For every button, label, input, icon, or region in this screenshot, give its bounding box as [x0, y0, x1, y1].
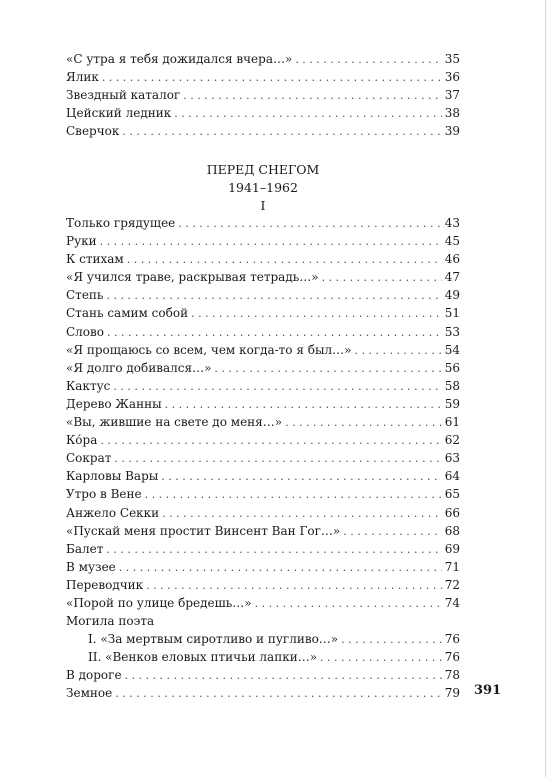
toc-entry-page: 62 — [444, 433, 460, 448]
toc-entry-title: Земное — [66, 686, 113, 701]
toc-dot-leader — [183, 87, 442, 105]
toc-dot-leader — [145, 486, 442, 504]
toc-entry-title: Ялик — [66, 70, 99, 85]
toc-entry-page: 64 — [444, 469, 460, 484]
toc-entry-page: 59 — [444, 396, 460, 411]
toc-entry-page: 35 — [444, 52, 460, 66]
toc-entry-page: 69 — [444, 541, 460, 556]
toc-entry-page: 36 — [444, 70, 460, 85]
toc-dot-leader — [214, 360, 441, 378]
toc-entry-title: «Я долго добивался…» — [66, 360, 212, 375]
toc-dot-leader — [127, 251, 442, 269]
toc-entry-page: 78 — [444, 668, 460, 683]
toc-entry-page: 76 — [444, 632, 460, 647]
toc-entry-title: В музее — [66, 559, 116, 574]
toc-entry-title: Дерево Жанны — [66, 396, 162, 411]
toc-entry — [66, 214, 460, 232]
toc-dot-leader — [106, 287, 441, 305]
toc-dot-leader — [178, 215, 441, 233]
toc-entry-title: Только грядущее — [66, 216, 176, 230]
toc-dot-leader — [162, 505, 442, 523]
toc-entry-page: 56 — [444, 360, 460, 375]
toc-entry-title: «С утра я тебя дожидался вчера…» — [66, 52, 293, 66]
toc-entry — [66, 630, 460, 648]
toc-entry-page: 47 — [444, 270, 460, 285]
toc-entry — [66, 576, 460, 594]
toc-entry — [66, 413, 460, 431]
toc-entry-page: 72 — [444, 577, 460, 592]
toc-entry — [66, 558, 460, 576]
toc-entry-title: Цейский ледник — [66, 106, 172, 121]
section-part-number: I — [260, 198, 266, 213]
toc-top-list — [66, 50, 460, 140]
toc-entry-page: 63 — [444, 451, 460, 466]
toc-entry-page: 66 — [444, 505, 460, 520]
page-number: 391 — [474, 683, 502, 698]
toc-entry-page: 53 — [444, 324, 460, 339]
toc-dot-leader — [106, 541, 441, 559]
toc-entry — [66, 50, 460, 68]
toc-dot-leader — [114, 450, 441, 468]
toc-entry — [66, 431, 460, 449]
toc-dot-leader — [102, 69, 442, 87]
toc-entry-title: «Я прощаюсь со всем, чем когда-то я был…» — [66, 342, 352, 357]
toc-entry-title: Балет — [66, 541, 104, 556]
toc-entry-title: «Я учился траве, раскрывая тетрадь…» — [66, 270, 319, 285]
toc-entry — [66, 449, 460, 467]
toc-entry-page: 43 — [444, 216, 460, 230]
toc-entry — [66, 286, 460, 304]
toc-entry-title: Переводчик — [66, 577, 144, 592]
toc-entry — [66, 684, 460, 702]
toc-entry-title: Степь — [66, 288, 104, 303]
toc-entry-page: 58 — [444, 378, 460, 393]
toc-dot-leader — [165, 396, 442, 414]
toc-dot-leader — [322, 269, 442, 287]
toc-entry-page: 46 — [444, 252, 460, 267]
toc-dot-leader — [107, 324, 442, 342]
toc-entry — [66, 341, 460, 359]
section-years: 1941–1962 — [228, 180, 298, 195]
toc-dot-leader — [100, 432, 441, 450]
toc-entry-title: Сверчок — [66, 124, 120, 139]
toc-entry — [66, 666, 460, 684]
toc-entry-title: Анжело Секки — [66, 505, 160, 520]
toc-dot-leader — [119, 559, 442, 577]
toc-entry — [66, 304, 460, 322]
toc-entry-title: II. «Венков еловых птичьи лапки…» — [88, 650, 318, 665]
toc-dot-leader — [255, 595, 442, 613]
toc-entry — [66, 485, 460, 503]
toc-dot-leader — [125, 667, 442, 685]
toc-dot-leader — [285, 414, 442, 432]
toc-entry — [66, 540, 460, 558]
toc-entry-title: Утро в Вене — [66, 487, 142, 502]
toc-entry-title: Руки — [66, 234, 97, 249]
toc-entry — [66, 504, 460, 522]
toc-dot-leader — [174, 105, 442, 123]
toc-entry — [66, 122, 460, 140]
toc-entry — [66, 68, 460, 86]
toc-entry-title: «Вы, жившие на свете до меня…» — [66, 415, 283, 430]
toc-entry-page: 49 — [444, 288, 460, 303]
toc-entry — [66, 323, 460, 341]
toc-entry-title: Стань самим собой — [66, 306, 189, 321]
toc-dot-leader — [113, 378, 441, 396]
toc-entry — [66, 359, 460, 377]
toc-entry — [66, 395, 460, 413]
toc-entry-title: Звездный каталог — [66, 88, 181, 103]
toc-entry — [66, 232, 460, 250]
toc-entry-page: 39 — [444, 124, 460, 139]
toc-entry-page: 51 — [444, 306, 460, 321]
toc-dot-leader — [100, 233, 442, 251]
toc-entry-page: 38 — [444, 106, 460, 121]
toc-entry-page: 71 — [444, 559, 460, 574]
toc-entry-page: 74 — [444, 595, 460, 610]
toc-dot-leader — [191, 305, 442, 323]
toc-dot-leader — [320, 649, 442, 667]
toc-dot-leader — [161, 468, 441, 486]
toc-entry-title: «Порой по улице бредешь…» — [66, 595, 252, 610]
toc-entry — [66, 522, 460, 540]
toc-entry-page: 61 — [444, 415, 460, 430]
toc-dot-leader — [122, 123, 441, 141]
toc-dot-leader — [295, 51, 441, 69]
toc-entry-title: Кактус — [66, 378, 111, 393]
toc-dot-leader — [341, 631, 442, 649]
toc-entry — [66, 104, 460, 122]
toc-dot-leader — [343, 523, 441, 541]
toc-entry-page: 68 — [444, 523, 460, 538]
toc-dot-leader — [146, 577, 442, 595]
toc-entry-page: 37 — [444, 88, 460, 103]
toc-entry — [66, 648, 460, 666]
toc-dot-leader — [115, 685, 441, 703]
toc-entry — [66, 594, 460, 612]
toc-entry — [66, 250, 460, 268]
section-title: ПЕРЕД СНЕГОМ — [206, 162, 320, 177]
toc-entry-title: Ко́ра — [66, 433, 98, 448]
toc-main-list — [66, 214, 460, 703]
toc-entry-title: Карловы Вары — [66, 469, 159, 484]
toc-entry — [66, 86, 460, 104]
toc-entry — [66, 377, 460, 395]
toc-entry-title: Слово — [66, 324, 105, 339]
toc-entry-page: 45 — [444, 234, 460, 249]
toc-entry — [66, 268, 460, 286]
toc-entry-title: I. «За мертвым сиротливо и пугливо…» — [88, 632, 339, 647]
toc-entry-page: 65 — [444, 487, 460, 502]
toc-entry-title: Могила поэта — [66, 614, 155, 629]
toc-entry-page: 76 — [444, 650, 460, 665]
toc-entry — [66, 467, 460, 485]
toc-dot-leader — [354, 342, 441, 360]
toc-entry — [66, 612, 460, 630]
toc-entry-title: К стихам — [66, 252, 124, 267]
toc-entry-title: «Пускай меня простит Винсент Ван Гог…» — [66, 523, 341, 538]
toc-entry-title: Сократ — [66, 451, 112, 466]
toc-entry-page: 79 — [444, 686, 460, 701]
toc-entry-page: 54 — [444, 342, 460, 357]
toc-entry-title: В дороге — [66, 668, 122, 683]
